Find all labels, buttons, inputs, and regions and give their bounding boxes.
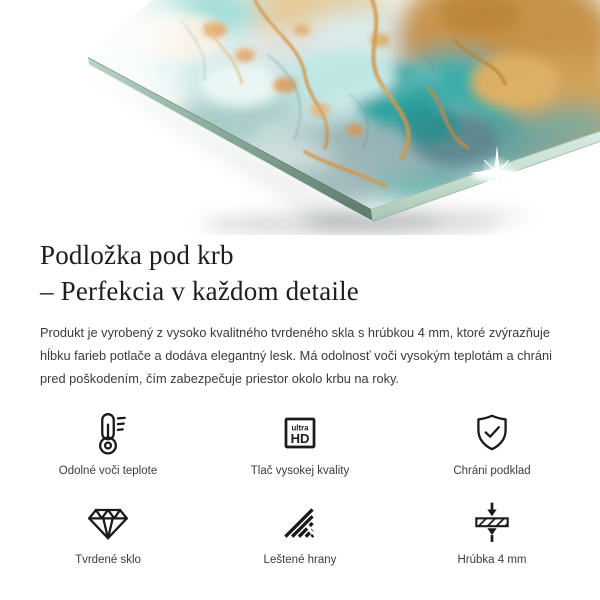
feature-grid — [0, 406, 600, 566]
feature-polished-edges — [204, 495, 396, 566]
shield-check-icon — [469, 406, 515, 456]
page-title-line2: – Perfekcia v každom detaile — [40, 276, 359, 306]
feature-tempered-glass — [12, 495, 204, 566]
page-title-line1: Podložka pod krb — [40, 240, 234, 270]
ultra-hd-icon — [277, 406, 323, 456]
feature-label: Leštené hrany — [263, 554, 337, 566]
feature-label: Chráni podklad — [453, 465, 531, 477]
hd-label: HD — [290, 430, 310, 446]
thickness-icon — [469, 495, 515, 545]
product-hero-image — [0, 0, 600, 235]
feature-hd-print — [204, 406, 396, 477]
feature-label: Tlač vysokej kvality — [250, 465, 350, 477]
ultra-label: ultra — [291, 423, 309, 433]
feature-heat-resistant — [12, 406, 204, 477]
feature-label: Odolné voči teplote — [58, 465, 158, 477]
glass-panel-render — [0, 0, 600, 235]
feature-label: Hrúbka 4 mm — [457, 554, 527, 566]
thermometer-icon — [85, 406, 131, 456]
product-description: Produkt je vyrobený z vysoko kvalitného tvrdeného skla s hrúbkou 4 mm, ktoré zvýrazňuje hĺbku farieb potlače a dodáva elegantný lesk. Má odolnosť voči vysokým teplotám a chráni pred poškodením, čím zabezpečuje priestor okolo krbu na roky. — [40, 325, 552, 386]
polished-edges-icon — [277, 495, 323, 545]
diamond-icon — [85, 495, 131, 545]
product-info-section — [0, 237, 600, 390]
feature-label: Tvrdené sklo — [75, 554, 141, 566]
page-title — [40, 237, 560, 309]
feature-thickness — [396, 495, 588, 566]
feature-protects-base — [396, 406, 588, 477]
